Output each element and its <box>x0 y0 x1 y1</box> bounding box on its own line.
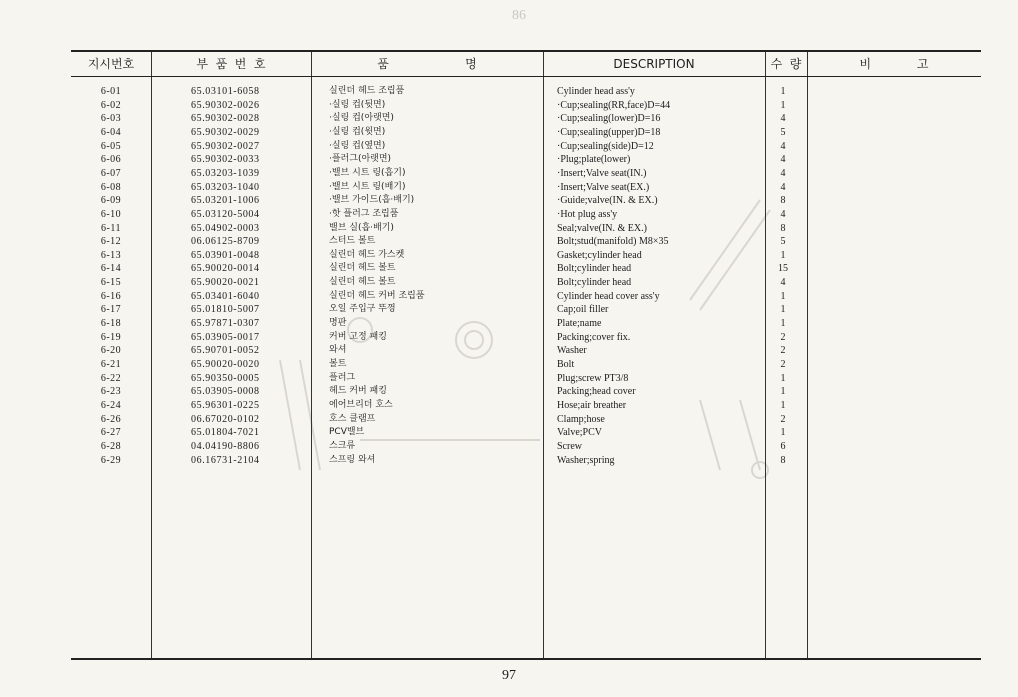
table-row <box>71 331 981 345</box>
korean-name: 플러그 <box>329 372 356 383</box>
korean-name: 커버 고정 패킹 <box>329 331 387 342</box>
ref-number: 6-11 <box>101 222 121 234</box>
description: Seal;valve(IN. & EX.) <box>557 222 647 234</box>
description: ·Insert;Valve seat(EX.) <box>557 181 650 193</box>
header-description: DESCRIPTION <box>613 57 695 71</box>
part-number: 65.03203-1040 <box>191 181 260 193</box>
korean-name: 에어브리더 호스 <box>329 399 393 410</box>
table-row <box>71 140 981 154</box>
ref-number: 6-02 <box>100 99 122 111</box>
part-number: 65.03101-6058 <box>191 86 260 97</box>
table-row <box>71 413 981 427</box>
table-row <box>71 99 981 113</box>
korean-name: ·실링 컵(옆면) <box>329 140 386 151</box>
korean-name: 호스 클램프 <box>329 413 376 424</box>
header-name-kr: 품 명 <box>377 57 477 71</box>
quantity: 2 <box>780 345 786 357</box>
quantity: 1 <box>780 427 786 439</box>
description: ·Cup;sealing(upper)D=18 <box>557 126 661 138</box>
quantity: 1 <box>780 318 786 330</box>
korean-name: 스프링 와셔 <box>329 454 376 465</box>
table-row <box>71 167 981 181</box>
table-row <box>71 249 981 263</box>
quantity: 6 <box>780 440 786 452</box>
description: Cap;oil filler <box>557 304 609 316</box>
ref-number: 6-04 <box>100 126 122 138</box>
description: Bolt;cylinder head <box>557 277 632 289</box>
korean-name: ·실링 컵(뒷면) <box>329 99 386 110</box>
korean-name: 실린더 헤드 조립품 <box>329 86 405 96</box>
part-number: 06.16731-2104 <box>191 454 260 466</box>
quantity: 8 <box>780 195 786 207</box>
part-number: 65.01810-5007 <box>191 304 260 316</box>
quantity: 4 <box>780 154 786 166</box>
description: Bolt;cylinder head <box>557 263 632 275</box>
quantity: 15 <box>778 263 788 275</box>
table-row <box>71 303 981 317</box>
ref-number: 6-20 <box>100 345 122 357</box>
korean-name: ·밸브 시트 링(흡기) <box>329 167 406 178</box>
description: ·Guide;valve(IN. & EX.) <box>557 195 658 207</box>
description: ·Hot plug ass'y <box>557 208 618 220</box>
part-number: 65.90302-0027 <box>191 140 260 152</box>
ref-number: 6-16 <box>100 290 122 302</box>
table-row <box>71 440 981 454</box>
korean-name: 볼트 <box>329 359 347 369</box>
description: Bolt <box>557 359 575 370</box>
part-number: 65.03901-0048 <box>191 249 260 261</box>
korean-name: 명판 <box>329 318 347 329</box>
table-row <box>71 385 981 399</box>
ref-number: 6-22 <box>100 372 122 384</box>
ref-number: 6-23 <box>100 386 122 398</box>
ref-number: 6-29 <box>100 454 122 466</box>
korean-name: ·밸브 가이드(흡·배기) <box>329 195 415 206</box>
korean-name: 헤드 커버 패킹 <box>329 386 387 397</box>
description: ·Plug;plate(lower) <box>557 154 631 166</box>
quantity: 1 <box>780 386 786 398</box>
description: Packing;head cover <box>557 386 636 398</box>
table-row <box>71 222 981 236</box>
quantity: 4 <box>780 167 786 179</box>
part-number: 65.01804-7021 <box>191 427 260 439</box>
part-number: 65.96301-0225 <box>191 399 260 411</box>
table-row <box>71 85 981 99</box>
ref-number: 6-28 <box>100 440 122 452</box>
ref-number: 6-15 <box>100 277 122 289</box>
table-row <box>71 372 981 386</box>
korean-name: 실린더 헤드 가스켓 <box>329 249 405 260</box>
table-row <box>71 344 981 358</box>
table-row <box>71 426 981 440</box>
description: Gasket;cylinder head <box>557 249 642 261</box>
table-row <box>71 317 981 331</box>
table-row <box>71 454 981 468</box>
quantity: 8 <box>780 222 786 234</box>
quantity: 8 <box>780 454 786 466</box>
table-row <box>71 399 981 413</box>
table-row <box>71 181 981 195</box>
part-number: 65.90020-0021 <box>191 277 260 289</box>
part-number: 65.03203-1039 <box>191 167 260 179</box>
table-row <box>71 358 981 372</box>
quantity: 1 <box>780 399 786 411</box>
quantity: 1 <box>780 249 786 261</box>
ref-number: 6-05 <box>100 140 122 152</box>
korean-name: ·실링 컵(아랫면) <box>329 113 394 124</box>
table-row <box>71 262 981 276</box>
description: Screw <box>557 440 582 452</box>
korean-name: ·핫 플러그 조립품 <box>329 208 399 219</box>
ref-number: 6-10 <box>100 208 122 220</box>
description: Washer;spring <box>557 454 615 466</box>
header-part-no: 부 품 번 호 <box>196 57 266 71</box>
description: ·Cup;sealing(side)D=12 <box>557 140 654 152</box>
ref-number: 6-12 <box>100 236 122 248</box>
ref-number: 6-01 <box>100 86 122 97</box>
part-number: 65.90350-0005 <box>191 372 260 384</box>
quantity: 1 <box>780 99 786 111</box>
ref-number: 6-07 <box>100 167 122 179</box>
korean-name: 스터드 볼트 <box>329 236 376 247</box>
korean-name: ·밸브 시트 링(배기) <box>329 181 406 192</box>
quantity: 1 <box>780 290 786 302</box>
korean-name: 밸브 실(흡·배기) <box>329 222 394 233</box>
description: Washer <box>557 345 587 357</box>
description: Bolt;stud(manifold) M8×35 <box>557 236 669 248</box>
ref-number: 6-03 <box>100 113 122 125</box>
table-row <box>71 276 981 290</box>
table-row <box>71 194 981 208</box>
korean-name: 스크류 <box>329 440 356 451</box>
parts-table <box>71 50 981 660</box>
part-number: 65.90020-0020 <box>191 359 260 370</box>
ref-number: 6-06 <box>100 154 122 166</box>
ref-number: 6-17 <box>100 304 122 316</box>
ghost-page-number: 86 <box>512 8 526 23</box>
part-number: 65.90302-0033 <box>191 154 260 166</box>
korean-name: 실린더 헤드 볼트 <box>329 277 396 288</box>
description: Cylinder head ass'y <box>557 86 635 97</box>
part-number: 65.03401-6040 <box>191 290 260 302</box>
korean-name: 오일 주입구 뚜껑 <box>329 304 396 315</box>
quantity: 2 <box>780 331 786 343</box>
table-row <box>71 112 981 126</box>
ref-number: 6-18 <box>100 318 122 330</box>
table-row <box>71 290 981 304</box>
korean-name: 실린더 헤드 볼트 <box>329 263 396 274</box>
quantity: 5 <box>780 126 786 138</box>
korean-name: ·플러그(아랫면) <box>329 154 392 165</box>
part-number: 65.03201-1006 <box>191 195 260 207</box>
korean-name: 실린더 헤드 커버 조립품 <box>329 290 425 301</box>
header-no: 지시번호 <box>87 57 135 71</box>
part-number: 06.06125-8709 <box>191 236 260 248</box>
table-row <box>71 208 981 222</box>
description: ·Cup;sealing(RR,face)D=44 <box>557 99 671 111</box>
part-number: 65.97871-0307 <box>191 318 260 330</box>
part-number: 04.04190-8806 <box>191 440 260 452</box>
part-number: 65.03120-5004 <box>191 208 260 220</box>
ref-number: 6-27 <box>100 427 122 439</box>
korean-name: 와셔 <box>329 345 347 356</box>
part-number: 65.90302-0029 <box>191 126 260 138</box>
description: ·Cup;sealing(lower)D=16 <box>557 113 661 125</box>
part-number: 65.90701-0052 <box>191 345 260 357</box>
part-number: 65.03905-0008 <box>191 386 260 398</box>
part-number: 65.04902-0003 <box>191 222 260 234</box>
quantity: 1 <box>780 304 786 316</box>
ref-number: 6-14 <box>100 263 122 275</box>
description: Packing;cover fix. <box>557 331 631 343</box>
part-number: 06.67020-0102 <box>191 413 260 425</box>
description: ·Insert;Valve seat(IN.) <box>557 167 647 179</box>
page-number: 97 <box>502 668 516 683</box>
ref-number: 6-08 <box>100 181 122 193</box>
part-number: 65.90302-0028 <box>191 113 260 125</box>
quantity: 1 <box>780 86 786 97</box>
description: Plate;name <box>557 318 602 330</box>
ref-number: 6-24 <box>100 399 122 411</box>
table-row <box>71 235 981 249</box>
table-row <box>71 126 981 140</box>
ref-number: 6-26 <box>100 413 122 425</box>
quantity: 5 <box>780 236 786 248</box>
korean-name: ·실링 컵(윗면) <box>329 126 386 137</box>
ref-number: 6-13 <box>100 249 122 261</box>
quantity: 1 <box>780 372 786 384</box>
description: Valve;PCV <box>557 427 602 439</box>
ref-number: 6-09 <box>100 195 122 207</box>
description: Plug;screw PT3/8 <box>557 372 629 384</box>
description: Clamp;hose <box>557 413 605 425</box>
quantity: 4 <box>780 181 786 193</box>
quantity: 2 <box>780 413 786 425</box>
header-qty: 수 량 <box>770 57 802 71</box>
quantity: 4 <box>780 277 786 289</box>
ref-number: 6-19 <box>100 331 122 343</box>
description: Cylinder head cover ass'y <box>557 290 660 302</box>
quantity: 4 <box>780 140 786 152</box>
description: Hose;air breather <box>557 399 627 411</box>
part-number: 65.90020-0014 <box>191 263 260 275</box>
header-remarks: 비 고 <box>859 57 929 71</box>
quantity: 2 <box>780 359 786 370</box>
part-number: 65.03905-0017 <box>191 331 260 343</box>
ref-number: 6-21 <box>100 359 122 370</box>
quantity: 4 <box>780 113 786 125</box>
table-row <box>71 153 981 167</box>
korean-name: PCV밸브 <box>329 427 365 438</box>
part-number: 65.90302-0026 <box>191 99 260 111</box>
table-header <box>71 52 981 77</box>
quantity: 4 <box>780 208 786 220</box>
